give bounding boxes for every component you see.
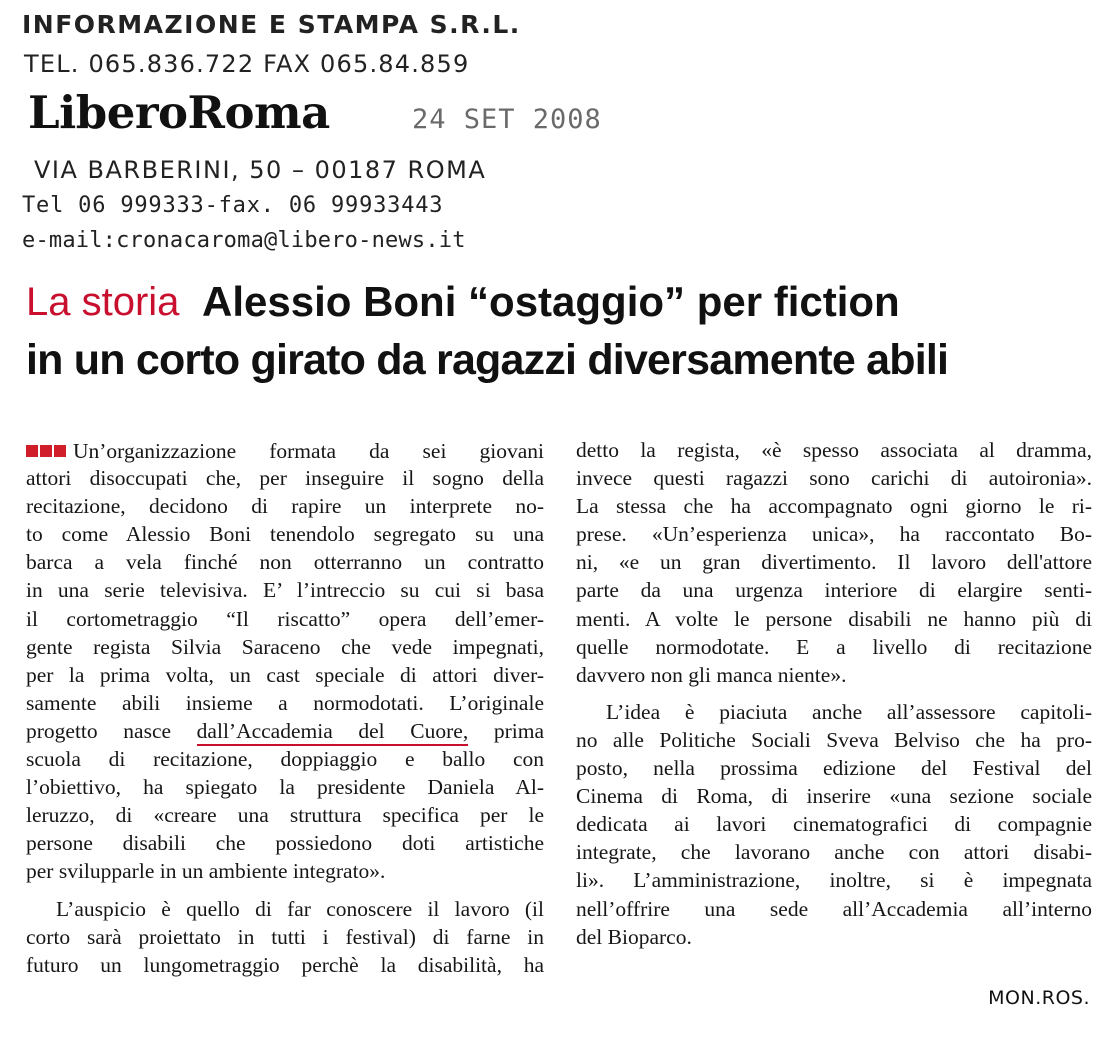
author-signature: MON.ROS. [988,987,1090,1009]
masthead-email: e-mail:cronacaroma@libero-news.it [22,228,466,253]
text-line: attori disoccupati che, per inseguire il sogno della [26,466,544,491]
newspaper-logo: LiberoRoma [28,86,330,139]
stamp-phones: TEL. 065.836.722 FAX 065.84.859 [24,50,470,78]
headline-line-2: in un corto girato da ragazzi diversamente abili [26,336,949,384]
text-line: samente abili insieme a normodotati. L’originale [26,690,544,715]
left-lines-b [26,745,544,885]
text-line: per la prima volta, un cast speciale di attori diver- [26,662,544,687]
text-line: del Bioparco. [576,924,692,949]
text-line: detto la regista, «è spesso associata al dramma, [576,438,1092,462]
text-line: in una serie televisiva. E’ l’intreccio su cui si basa [26,578,544,603]
text-line: L’idea è piaciuta anche all’assessore capitoli- [606,699,1092,724]
text-line: futuro un lungometraggio perchè la disabilità, ha [26,952,544,977]
text-line: nell’offrire una sede all’Accademia all’interno [576,896,1092,921]
text-line: il cortometraggio “Il riscatto” opera dell’emer- [26,606,544,631]
article-kicker: La storia [26,280,180,324]
first-line-text: Un’organizzazione formata da sei giovani [73,439,544,463]
stamp-company: INFORMAZIONE E STAMPA S.R.L. [22,10,521,39]
bullet-squares-icon [26,436,68,464]
text-line: persone disabili che possiedono doti artistiche [26,831,544,856]
first-line [26,436,544,464]
text-line: quelle normodotate. E a livello di recitazione [576,634,1092,659]
text-line: posto, nella prossima edizione del Festival del [576,756,1092,781]
underlined-line-pre: progetto nasce [26,718,197,743]
text-line: prese. «Un’esperienza unica», ha raccontato Bo- [576,522,1092,547]
text-line: dedicata ai lavori cinematografici di compagnie [576,812,1092,837]
text-line: invece questi ragazzi sono carichi di autoironia». [576,466,1092,491]
text-line: Cinema di Roma, di inserire «una sezione sociale [576,784,1092,809]
headline-line-1: Alessio Boni “ostaggio” per fiction [202,278,900,325]
text-line: leruzzo, di «creare una struttura specifica per le [26,803,544,828]
text-line: per svilupparle in un ambiente integrato». [26,859,386,884]
right-paragraph-2 [576,698,1092,951]
text-line: integrate, che lavorano anche con attori disabi- [576,840,1092,865]
text-line: ni, «e un gran divertimento. Il lavoro dell'attore [576,550,1092,575]
underlined-line [26,717,544,745]
text-line: corto sarà proiettato in tutti i festival) di farne in [26,924,544,949]
right-paragraph-1 [576,436,1092,689]
text-line: barca a vela finché non otterranno un contratto [26,550,544,575]
left-lines-a [26,464,544,717]
accademia-underline: dall’Accademia del Cuore, [197,719,469,746]
text-line: scuola di recitazione, doppiaggio e ballo con [26,747,544,772]
article-column-left [26,436,544,979]
text-line: no alle Politiche Sociali Sveva Belviso che ha pro- [576,727,1092,752]
text-line: gente regista Silvia Saraceno che vede impegnati, [26,634,544,659]
text-line: to come Alessio Boni tenendolo segregato su una [26,522,544,547]
text-line: recitazione, decidono di rapire un interprete no- [26,494,544,519]
left-paragraph-2 [26,895,544,979]
date-stamp: 24 SET 2008 [412,104,602,135]
text-line: menti. A volte le persone disabili ne hanno più di [576,606,1092,631]
text-line: parte da una urgenza interiore di elargire senti- [576,578,1092,603]
text-line: La stessa che ha accompagnato ogni giorno le ri- [576,494,1092,519]
masthead-tel-fax: Tel 06 999333-fax. 06 99933443 [22,193,444,218]
masthead-address: VIA BARBERINI, 50 – 00187 ROMA [34,156,487,184]
text-line: l’obiettivo, ha spiegato la presidente Daniela Al- [26,775,544,800]
text-line: davvero non gli manca niente». [576,662,847,687]
text-line: li». L’amministrazione, inoltre, si è impegnata [576,868,1092,893]
underlined-line-post: prima [468,718,544,743]
article-column-right [576,436,1092,951]
text-line: L’auspicio è quello di far conoscere il lavoro (il [56,896,544,921]
